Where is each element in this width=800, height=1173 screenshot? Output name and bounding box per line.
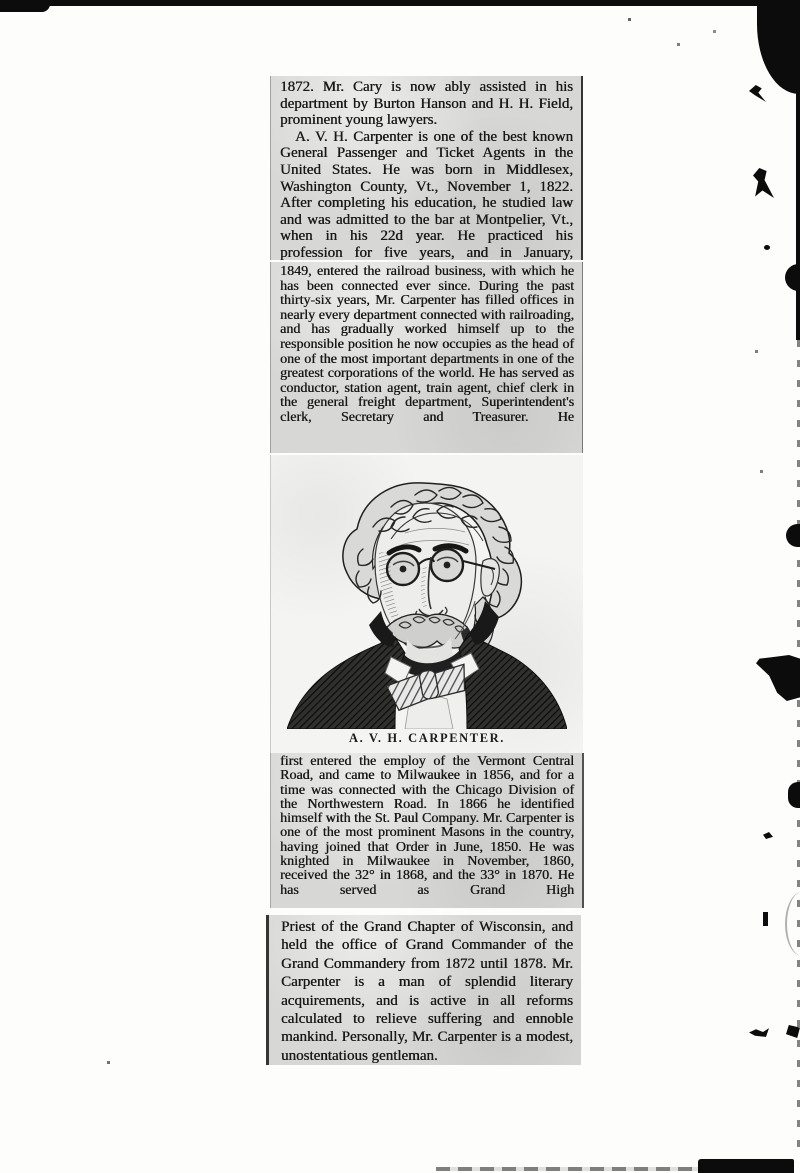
ink-dot [764, 245, 770, 250]
clipping-text-block-3 [270, 753, 584, 908]
scan-edge-top-strip [0, 0, 764, 6]
ink-mark-arrow-1 [749, 85, 766, 102]
article-paragraph: first entered the employ of the Vermont Central Road, and came to Milwaukee in 1856, and for a time was connected with the Chicago Division of the Northwestern Road. In 1866 he identified himself with the St. Paul Company. Mr. Carpenter is one of the most prominent Masons in the country, having joined that Order in June, 1850. He was knighted in Milwaukee in November, 1860, received the 32° in 1868, and the 33° in 1870. He has served as Grand High [280, 754, 574, 898]
scan-edge-right-line [796, 70, 800, 340]
portrait-figure [270, 455, 583, 753]
clipping-text-block-1 [270, 76, 583, 260]
article-paragraph: 1849, entered the railroad business, with which he has been connected ever since. During the past thirty-six years, Mr. Carpenter has filled offices in nearly every department connected with railroading, and has gradually worked himself up to the responsible position he now occupies as the head of one of the most important departments in one of the greatest corporations of the world. He has served as conductor, station agent, train agent, chief clerk in the general freight department, Superintendent's clerk, Secretary and Treasurer. He [280, 264, 574, 425]
clipping-text-block-4 [266, 915, 581, 1065]
article-paragraph: A. V. H. Carpenter is one of the best known General Passenger and Ticket Agents in the United States. He was born in Middlesex, Washington County, Vt., November 1, 1822. After completing his education, he studied law and was admitted to the bar at Montpelier, Vt., when in his 22d year. He practiced his profession for five years, and in January, [280, 128, 573, 260]
clipping-text-block-2 [270, 262, 583, 453]
ink-mark-small-3 [749, 1027, 769, 1038]
ink-mark-small-2 [763, 912, 768, 926]
scan-bump-right-3 [788, 782, 800, 808]
article-paragraph: 1872. Mr. Cary is now ably assisted in his department by Burton Hanson and H. H. Field, prominent young lawyers. [280, 79, 573, 129]
scan-edge-top-left-corner [0, 0, 50, 12]
portrait-caption: A. V. H. CARPENTER. [349, 731, 505, 745]
ink-mark-small-1 [763, 832, 773, 839]
scan-bump-right-2 [786, 524, 800, 547]
carpenter-portrait-engraving [287, 457, 567, 729]
ink-mark-arrow-2 [753, 168, 774, 198]
scan-specks [628, 18, 631, 21]
scan-arc-right [785, 892, 800, 956]
scan-edge-bottom-dashes [436, 1167, 706, 1171]
article-paragraph: Priest of the Grand Chapter of Wisconsin, and held the office of Grand Commander of the Grand Commandery from 1872 until 1878. Mr. Carpenter is a man of splendid literary acquirements, and is active in all reforms calculated to relieve suffering and ennoble mankind. Personally, Mr. Carpenter is a modest, unostentatious gentleman. [281, 919, 573, 1064]
ink-blob-right [756, 655, 800, 701]
scan-edge-bottom-black [698, 1159, 794, 1173]
scan-bump-right-1 [785, 264, 800, 291]
scan-blob-top-right [757, 0, 800, 94]
